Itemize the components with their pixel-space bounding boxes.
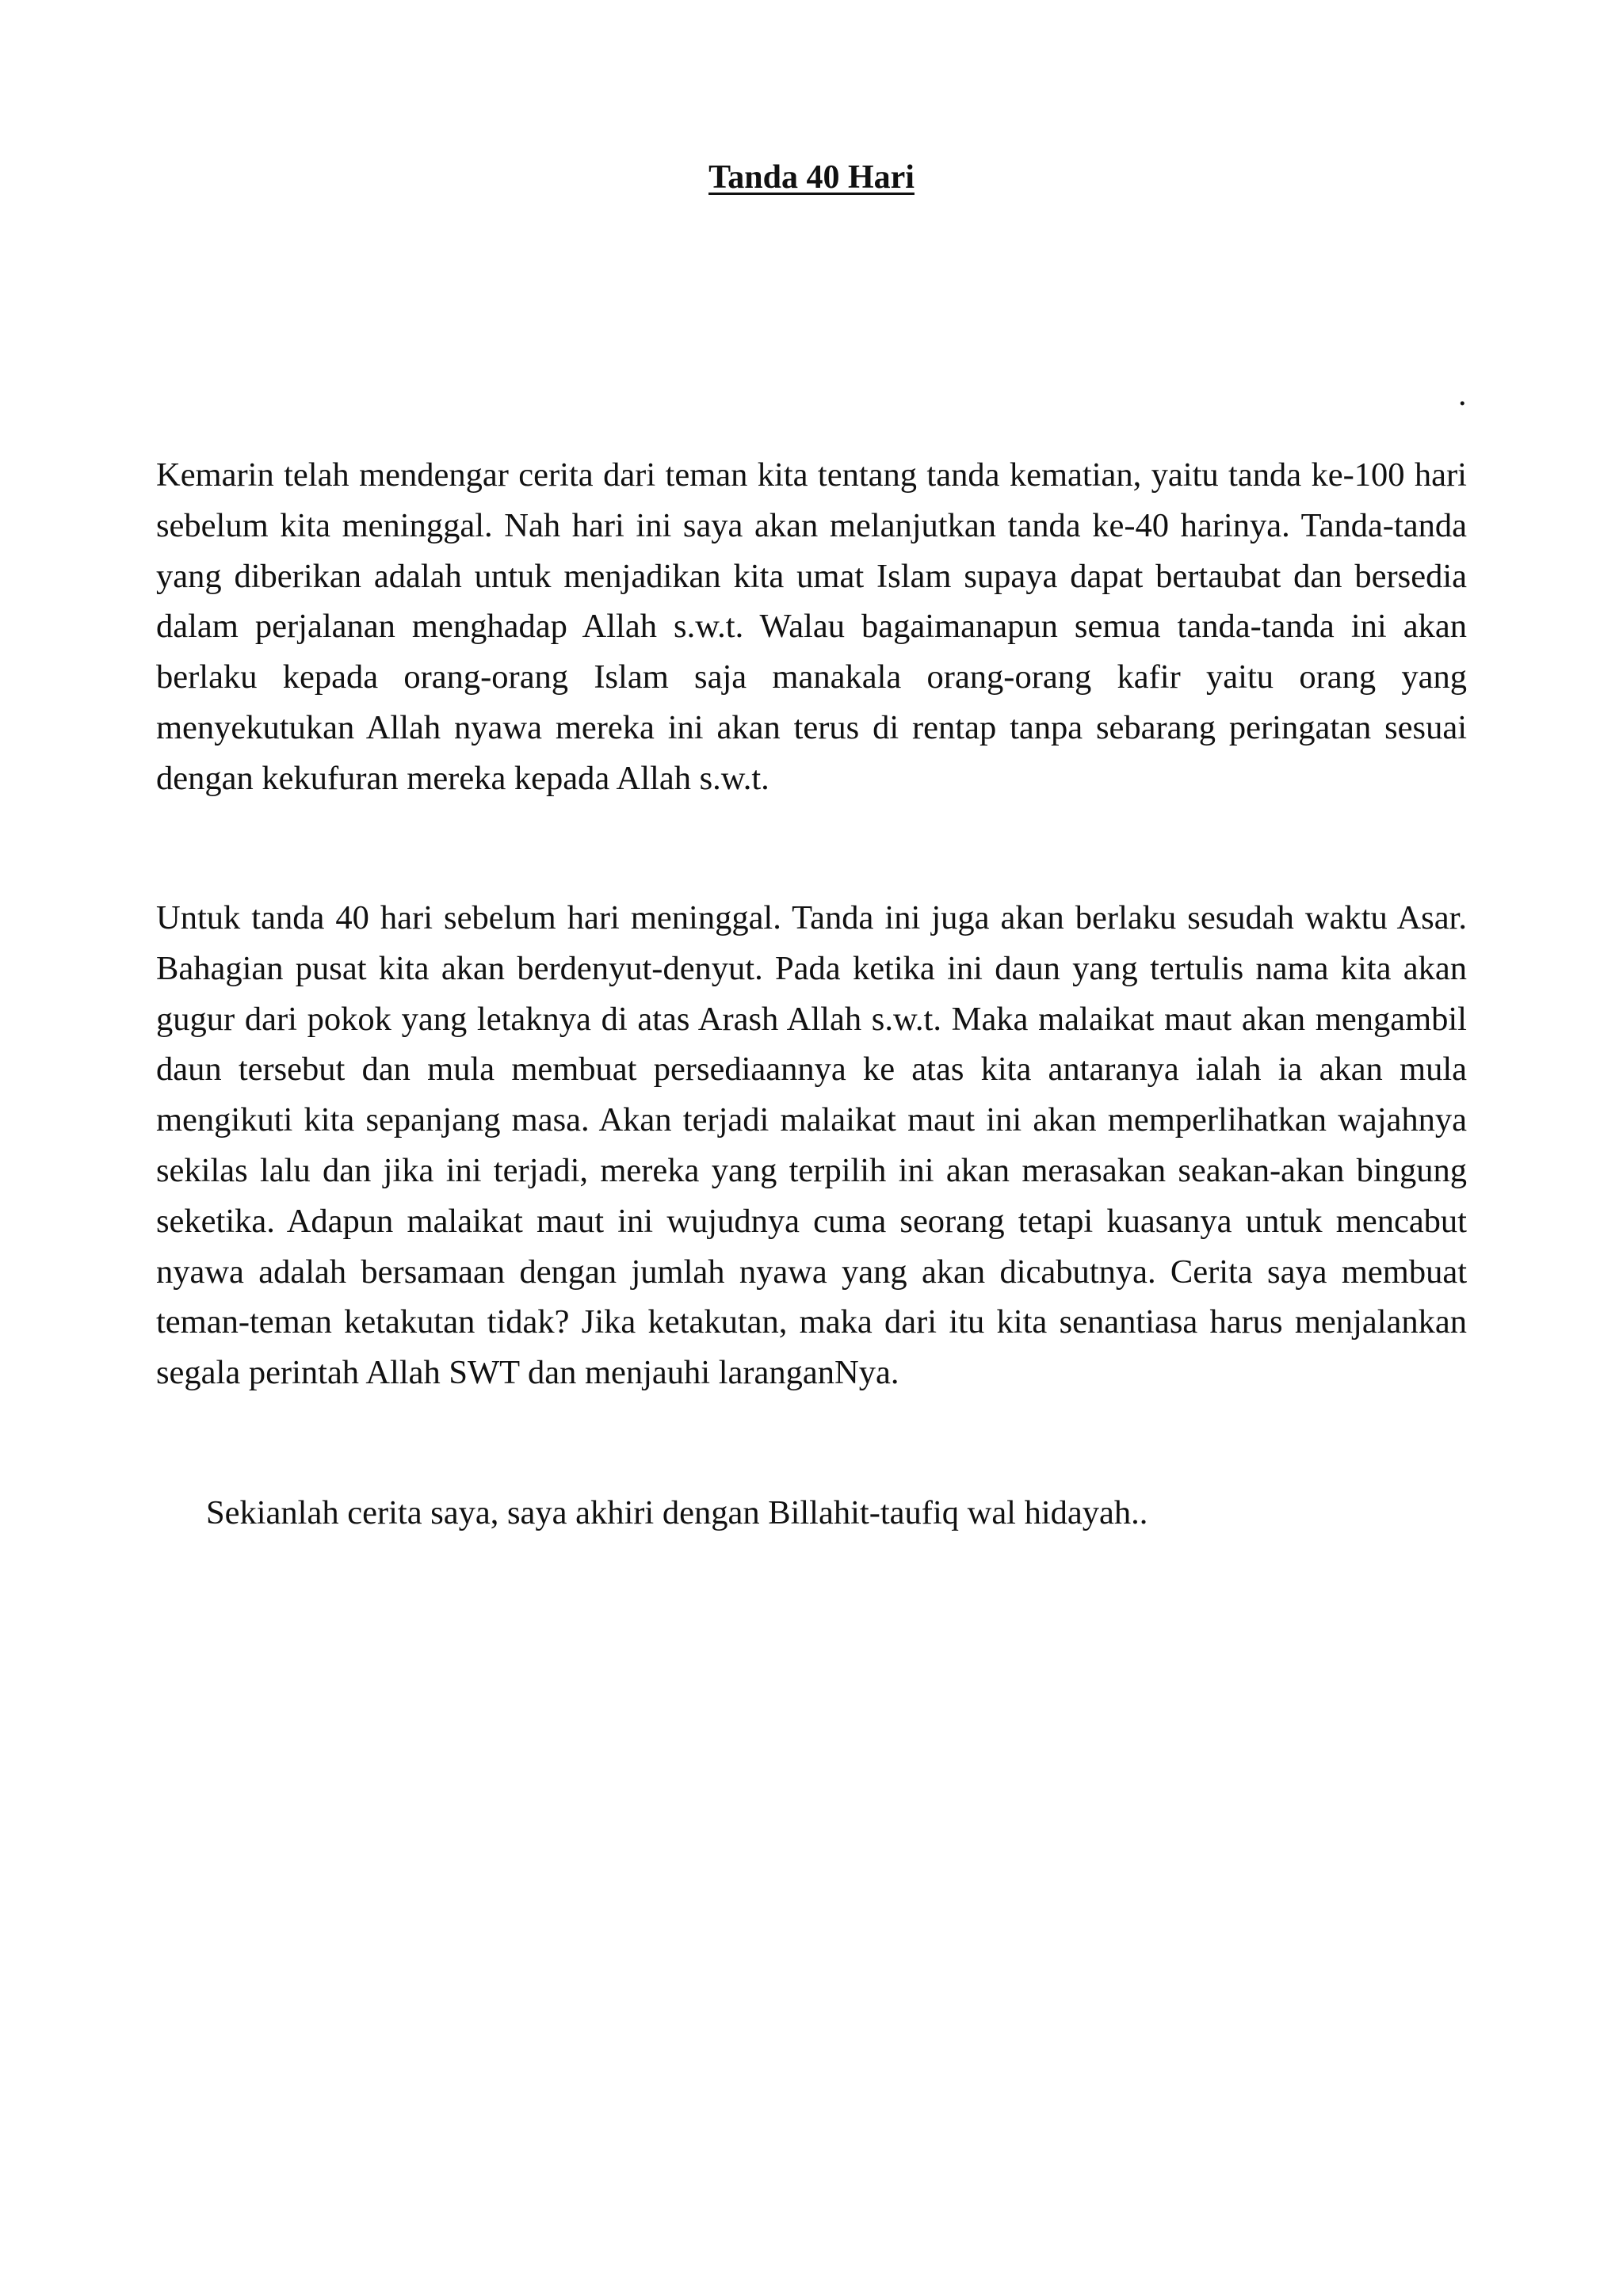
paragraph-closing: Sekianlah cerita saya, saya akhiri dengan Billahit-taufiq wal hidayah.. [206,1494,1148,1531]
stray-mark: . [1458,376,1467,413]
document-title: Tanda 40 Hari [708,159,915,196]
paragraph-intro: Kemarin telah mendengar cerita dari teman kita tentang tanda kematian, yaitu tanda ke-100 hari sebelum kita meninggal. Nah hari ini saya akan melanjutkan tanda ke-40 harinya. Tanda-tanda yang diberikan adalah untuk menjadikan kita umat Islam supaya dapat bertaubat dan bersedia dalam perjalanan menghadap Allah s.w.t. Walau bagaimanapun semua tanda-tanda ini akan berlaku kepada orang-orang Islam saja manakala orang-orang kafir yaitu orang yang menyekutukan Allah nyawa mereka ini akan terus di rentap tanpa sebarang peringatan sesuai dengan kekufuran mereka kepada Allah s.w.t. [156,456,1467,797]
paragraph-main: Untuk tanda 40 hari sebelum hari meninggal. Tanda ini juga akan berlaku sesudah waktu Asar. Bahagian pusat kita akan berdenyut-denyut. Pada ketika ini daun yang tertulis nama kita akan gugur dari pokok yang letaknya di atas Arash Allah s.w.t. Maka malaikat maut akan mengambil daun tersebut dan mula membuat persediaannya ke atas kita antaranya ialah ia akan mula mengikuti kita sepanjang masa. Akan terjadi malaikat maut ini akan memperlihatkan wajahnya sekilas lalu dan jika ini terjadi, mereka yang terpilih ini akan merasakan seakan-akan bingung seketika. Adapun malaikat maut ini wujudnya cuma seorang tetapi kuasanya untuk mencabut nyawa adalah bersamaan dengan jumlah nyawa yang akan dicabutnya. Cerita saya membuat teman-teman ketakutan tidak? Jika ketakutan, maka dari itu kita senantiasa harus menjalankan segala perintah Allah SWT dan menjauhi laranganNya. [156,899,1467,1392]
